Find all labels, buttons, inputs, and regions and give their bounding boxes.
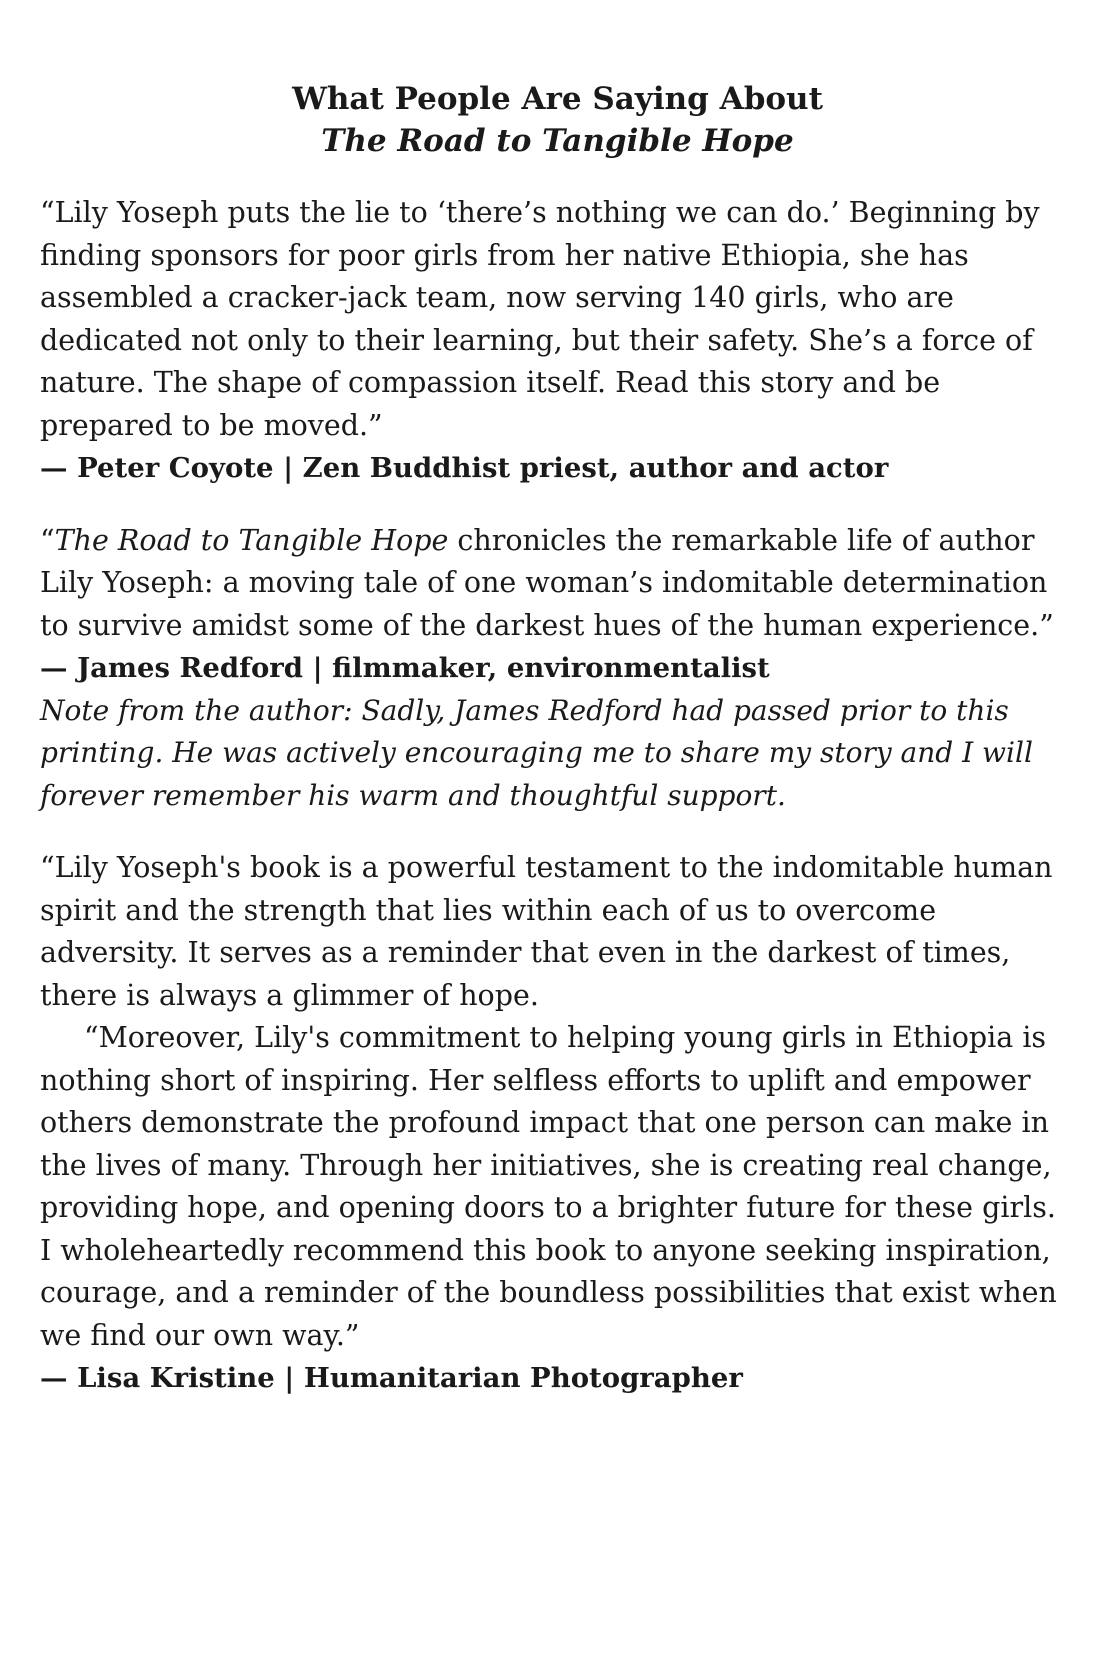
heading-book-title: The Road to Tangible Hope (321, 123, 794, 159)
testimonial-attribution: — James Redford | filmmaker, environmentalist (40, 652, 770, 684)
testimonials-page (40, 78, 1075, 1430)
testimonial-james-redford (40, 520, 1075, 818)
page-heading (40, 78, 1075, 162)
author-note: Note from the author: Sadly, James Redford had passed prior to this printing. He was actively encouraging me to share my story and I will forever remember his warm and thoughtful support. (40, 693, 1033, 812)
quote-paragraph: “Lily Yoseph puts the lie to ‘there’s nothing we can do.’ Beginning by finding sponsors for poor girls from her native Ethiopia, she has assembled a cracker-jack team, now serving 140 girls, who are dedicated not only to their learning, but their safety. She’s a force of nature. The shape of compassion itself. Read this story and be prepared to be moved.” (40, 196, 1040, 442)
testimonial-attribution: — Lisa Kristine | Humanitarian Photographer (40, 1362, 743, 1394)
testimonial-lisa-kristine (40, 847, 1075, 1400)
quote-paragraph: “Moreover, Lily's commitment to helping young girls in Ethiopia is nothing short of inspiring. Her selfless efforts to uplift and empower others demonstrate the profound impact that one person can make in the lives of many. Through her initiatives, she is creating real change, providing hope, and opening doors to a brighter future for these girls. I wholeheartedly recommend this book to anyone seeking inspiration, courage, and a reminder of the boundless possibilities that exist when we find our own way.” (40, 1021, 1057, 1352)
quote-paragraph (40, 520, 1075, 648)
testimonial-quote (40, 520, 1075, 648)
heading-line-1: What People Are Saying About (292, 81, 823, 117)
testimonial-peter-coyote (40, 192, 1075, 490)
quote-book-title: The Road to Tangible Hope (54, 523, 449, 557)
quote-paragraph: “Lily Yoseph's book is a powerful testament to the indomitable human spirit and the strength that lies within each of us to overcome adversity. It serves as a reminder that even in the darkest of times, there is always a glimmer of hope. (40, 851, 1053, 1012)
testimonial-quote (40, 847, 1075, 1357)
quote-text: chronicles the remarkable life of author Lily Yoseph: a moving tale of one woman’s indomitable determination to survive amidst some of the darkest hues of the human experience.” (40, 523, 1054, 642)
testimonial-quote (40, 192, 1075, 447)
quote-open-mark: “ (40, 523, 55, 557)
testimonial-attribution: — Peter Coyote | Zen Buddhist priest, author and actor (40, 452, 889, 484)
